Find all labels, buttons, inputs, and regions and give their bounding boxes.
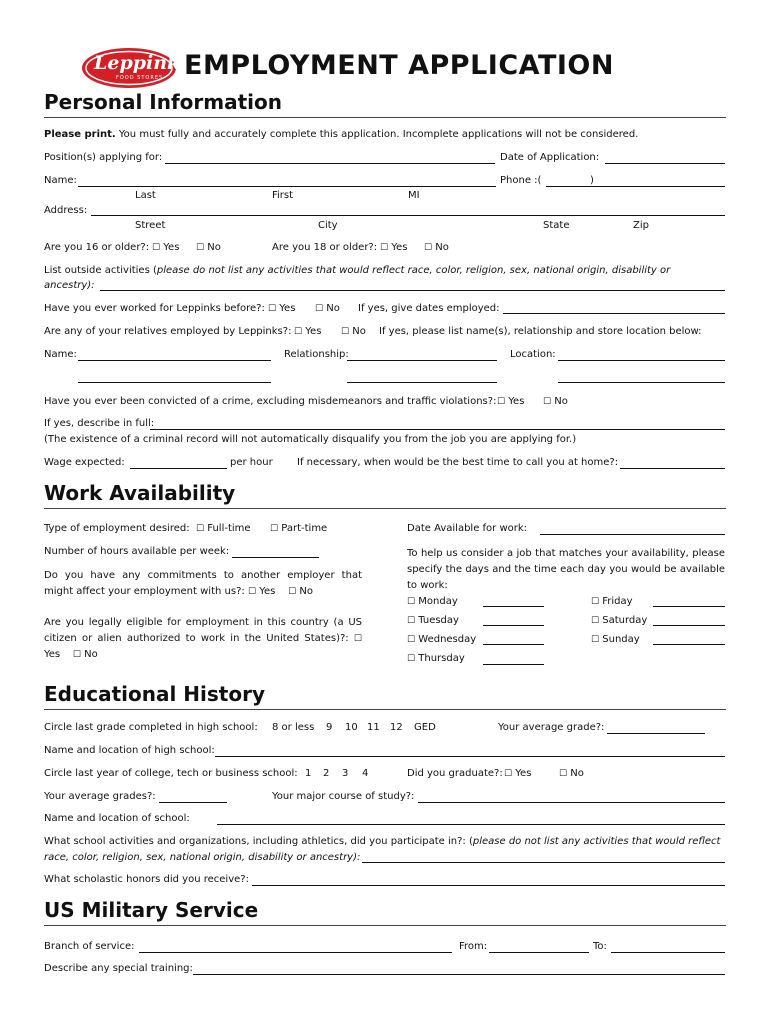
major-label: Your major course of study?: [272, 791, 415, 802]
day-label: Saturday [602, 615, 648, 626]
checkbox-icon: ☐ [152, 243, 161, 253]
please-print-label: Please print. [44, 129, 116, 140]
hs-grade-option[interactable]: GED [414, 722, 436, 733]
outside-activities-label [44, 265, 670, 277]
sunday-time-field[interactable] [653, 644, 725, 645]
wage-field[interactable] [130, 468, 227, 469]
relationship-field-2[interactable] [347, 382, 497, 383]
crime-describe-label: If yes, describe in full: [44, 418, 155, 429]
worked-dates-label: If yes, give dates employed: [358, 303, 500, 314]
no-label: No [326, 303, 340, 314]
crime-no-checkbox[interactable] [543, 396, 568, 408]
school-name-label: Name and location of school: [44, 813, 190, 824]
intro-body: You must fully and accurately complete this application. Incomplete applications will not be considered. [118, 129, 639, 140]
checkbox-icon: ☐ [196, 243, 205, 253]
relatives-no-checkbox[interactable] [341, 326, 366, 338]
educational-history-heading: Educational History [44, 682, 265, 706]
location-field[interactable] [558, 360, 725, 361]
legal-eligibility-question [44, 615, 362, 663]
checkbox-icon: ☐ [380, 243, 389, 253]
legal-no-checkbox[interactable] [73, 649, 98, 660]
checkbox-icon: ☐ [247, 587, 257, 597]
date-available-label: Date Available for work: [407, 523, 528, 534]
relative-name-field[interactable] [78, 360, 271, 361]
checkbox-icon: ☐ [196, 524, 205, 534]
outside-italic-text-2: ancestry): [44, 280, 95, 291]
hs-grade-option[interactable]: 9 [326, 722, 333, 733]
checkbox-icon: ☐ [559, 769, 568, 779]
commitments-yes-checkbox[interactable] [248, 586, 275, 597]
military-service-heading: US Military Service [44, 898, 259, 922]
from-label: From: [459, 941, 488, 952]
major-field[interactable] [418, 802, 725, 803]
training-field[interactable] [193, 974, 725, 975]
college-year-option[interactable]: 3 [342, 768, 349, 779]
employment-type-label: Type of employment desired: [44, 523, 190, 534]
crime-describe-field[interactable] [150, 429, 725, 430]
availability-help-text: To help us consider a job that matches your availability, please specify the days and the time each day you would be available to work: [407, 548, 725, 591]
checkbox-icon: ☐ [591, 635, 600, 645]
relatives-label: Are any of your relatives employed by Leppinks?: [44, 326, 292, 337]
parttime-checkbox[interactable] [270, 523, 327, 535]
thursday-time-field[interactable] [483, 664, 544, 665]
average-grade-field[interactable] [607, 733, 705, 734]
hs-grade-label: Circle last grade completed in high school: [44, 722, 258, 733]
yes-label: Yes [508, 396, 525, 407]
leppinks-logo [80, 46, 191, 90]
phone-label: Phone :( [500, 175, 542, 186]
logo-text: Leppinks [94, 52, 191, 74]
name-label: Name: [44, 175, 77, 186]
intro-text [44, 129, 638, 141]
wage-unit: per hour [230, 457, 273, 468]
section-divider [44, 709, 726, 710]
legal-text: Are you legally eligible for employment in this country (a US citizen or alien authorized to work in the United States)?: [44, 617, 362, 644]
outside-italic-text: please do not list any activities that would reflect race, color, religion, sex, national origin, disability or [156, 265, 671, 276]
checkbox-icon: ☐ [591, 597, 600, 607]
worked-before-label: Have you ever worked for Leppinks before?: [44, 303, 265, 314]
checkbox-icon: ☐ [497, 397, 506, 407]
to-field[interactable] [611, 952, 725, 953]
no-label: No [299, 586, 313, 597]
school-activities-label [44, 836, 720, 848]
crime-yes-checkbox[interactable] [497, 396, 524, 408]
mi-caption: MI [408, 190, 420, 201]
age18-no-checkbox[interactable] [424, 242, 449, 254]
personal-information-heading: Personal Information [44, 90, 282, 114]
phone-field[interactable] [546, 186, 725, 187]
school-name-field[interactable] [217, 824, 725, 825]
wednesday-time-field[interactable] [483, 644, 544, 645]
commitments-no-checkbox[interactable] [288, 586, 313, 597]
age16-label: Are you 16 or older?: [44, 242, 150, 253]
address-label: Address: [44, 205, 88, 216]
street-caption: Street [135, 220, 166, 231]
from-field[interactable] [489, 952, 589, 953]
checkbox-icon: ☐ [341, 327, 350, 337]
relative-name-label: Name: [44, 349, 77, 360]
day-label: Thursday [418, 653, 465, 664]
fulltime-checkbox[interactable] [196, 523, 251, 535]
day-label: Friday [602, 596, 633, 607]
checkbox-icon: ☐ [424, 243, 433, 253]
first-name-caption: First [272, 190, 294, 201]
location-label: Location: [510, 349, 556, 360]
outside-activities-field[interactable] [100, 290, 725, 291]
yes-label: Yes [163, 242, 180, 253]
no-label: No [352, 326, 366, 337]
to-label: To: [593, 941, 607, 952]
call-time-label: If necessary, when would be the best time to call you at home?: [297, 457, 619, 468]
yes-label: Yes [391, 242, 408, 253]
no-label: No [554, 396, 568, 407]
age18-label: Are you 18 or older?: [272, 242, 378, 253]
position-field[interactable] [165, 163, 495, 164]
logo-subtext: FOOD STORES [116, 75, 164, 81]
no-label: No [570, 768, 584, 779]
checkbox-icon: ☐ [407, 654, 416, 664]
average-grades-field[interactable] [159, 802, 227, 803]
hs-name-field[interactable] [215, 756, 725, 757]
section-divider [44, 117, 726, 118]
college-year-label: Circle last year of college, tech or business school: [44, 768, 298, 779]
day-friday-checkbox[interactable] [591, 596, 633, 608]
commitments-question [44, 568, 362, 600]
checkbox-icon: ☐ [407, 635, 416, 645]
age16-no-checkbox[interactable] [196, 242, 221, 254]
checkbox-icon: ☐ [353, 634, 362, 644]
day-sunday-checkbox[interactable] [591, 634, 640, 646]
day-monday-checkbox[interactable] [407, 596, 458, 608]
crime-note: (The existence of a criminal record will not automatically disqualify you from the job you are applying for.) [44, 434, 577, 445]
name-field[interactable] [78, 186, 496, 187]
graduate-no-checkbox[interactable] [559, 768, 584, 780]
checkbox-icon: ☐ [294, 327, 303, 337]
yes-label: Yes [259, 586, 276, 597]
activities-italic-text-2: race, color, religion, sex, national origin, disability or ancestry): [44, 852, 361, 863]
graduate-label: Did you graduate?: [407, 768, 503, 779]
hs-grade-option[interactable]: 8 or less [272, 722, 315, 733]
last-name-caption: Last [135, 190, 156, 201]
commitments-text: Do you have any commitments to another employer that might affect your employment with us?: [44, 570, 362, 597]
tuesday-time-field[interactable] [483, 625, 544, 626]
saturday-time-field[interactable] [653, 625, 725, 626]
call-time-field[interactable] [620, 468, 725, 469]
relationship-field[interactable] [347, 360, 497, 361]
fulltime-label: Full-time [207, 523, 251, 534]
checkbox-icon: ☐ [591, 616, 600, 626]
school-activities-field[interactable] [362, 862, 725, 863]
average-grade-label: Your average grade?: [498, 722, 605, 733]
hs-name-label: Name and location of high school: [44, 745, 215, 756]
checkbox-icon: ☐ [315, 304, 324, 314]
worked-dates-field[interactable] [503, 313, 725, 314]
school-activities-label-2 [44, 852, 360, 864]
page-title: EMPLOYMENT APPLICATION [184, 50, 614, 81]
age18-yes-checkbox[interactable] [380, 242, 407, 254]
day-wednesday-checkbox[interactable] [407, 634, 476, 646]
friday-time-field[interactable] [653, 606, 725, 607]
checkbox-icon: ☐ [288, 587, 297, 597]
date-of-application-label: Date of Application: [500, 152, 600, 163]
location-field-2[interactable] [558, 382, 725, 383]
checkbox-icon: ☐ [543, 397, 552, 407]
checkbox-icon: ☐ [407, 597, 416, 607]
graduate-yes-checkbox[interactable] [504, 768, 531, 780]
relatives-ifyes-text: If yes, please list name(s), relationship and store location below: [379, 326, 702, 337]
wage-label: Wage expected: [44, 457, 125, 468]
hs-grade-option[interactable]: 12 [390, 722, 403, 733]
parttime-label: Part-time [281, 523, 328, 534]
hours-label: Number of hours available per week: [44, 546, 230, 557]
day-label: Sunday [602, 634, 640, 645]
yes-label: Yes [305, 326, 322, 337]
average-grades-label: Your average grades?: [44, 791, 156, 802]
activities-label-text: What school activities and organizations, including athletics, did you participate in?: ( [44, 836, 473, 847]
city-caption: City [318, 220, 338, 231]
no-label: No [435, 242, 449, 253]
day-label: Wednesday [418, 634, 477, 645]
monday-time-field[interactable] [483, 606, 544, 607]
age16-yes-checkbox[interactable] [152, 242, 179, 254]
activities-italic-text: please do not list any activities that would reflect [472, 836, 721, 847]
hs-grade-option[interactable]: 10 [345, 722, 358, 733]
section-divider [44, 508, 726, 509]
honors-label: What scholastic honors did you receive?: [44, 874, 249, 885]
branch-field[interactable] [139, 952, 452, 953]
work-availability-heading: Work Availability [44, 481, 236, 505]
day-label: Tuesday [418, 615, 459, 626]
worked-yes-checkbox[interactable] [268, 303, 295, 315]
yes-label: Yes [44, 649, 61, 660]
date-of-application-field[interactable] [605, 163, 725, 164]
yes-label: Yes [279, 303, 296, 314]
relationship-label: Relationship: [284, 349, 349, 360]
day-tuesday-checkbox[interactable] [407, 615, 459, 627]
day-thursday-checkbox[interactable] [407, 653, 465, 665]
training-label: Describe any special training: [44, 963, 193, 974]
worked-no-checkbox[interactable] [315, 303, 340, 315]
zip-caption: Zip [633, 220, 649, 231]
address-field[interactable] [91, 215, 725, 216]
relatives-yes-checkbox[interactable] [294, 326, 321, 338]
position-label: Position(s) applying for: [44, 152, 163, 163]
checkbox-icon: ☐ [504, 769, 513, 779]
date-available-field[interactable] [540, 534, 725, 535]
phone-paren-close: ) [590, 175, 594, 186]
checkbox-icon: ☐ [270, 524, 279, 534]
checkbox-icon: ☐ [72, 650, 81, 660]
state-caption: State [543, 220, 570, 231]
outside-activities-label-2 [44, 280, 95, 292]
checkbox-icon: ☐ [407, 616, 416, 626]
college-year-option[interactable]: 2 [323, 768, 330, 779]
no-label: No [207, 242, 221, 253]
section-divider [44, 925, 726, 926]
crime-label: Have you ever been convicted of a crime, excluding misdemeanors and traffic violations?: [44, 396, 497, 407]
honors-field[interactable] [252, 885, 725, 886]
college-year-option[interactable]: 1 [305, 768, 312, 779]
yes-label: Yes [515, 768, 532, 779]
checkbox-icon: ☐ [268, 304, 277, 314]
college-year-option[interactable]: 4 [362, 768, 369, 779]
outside-label-text: List outside activities ( [44, 265, 157, 276]
relative-name-field-2[interactable] [78, 382, 271, 383]
hs-grade-option[interactable]: 11 [367, 722, 380, 733]
branch-label: Branch of service: [44, 941, 135, 952]
day-label: Monday [418, 596, 458, 607]
hours-field[interactable] [232, 557, 319, 558]
no-label: No [84, 649, 98, 660]
day-saturday-checkbox[interactable] [591, 615, 647, 627]
